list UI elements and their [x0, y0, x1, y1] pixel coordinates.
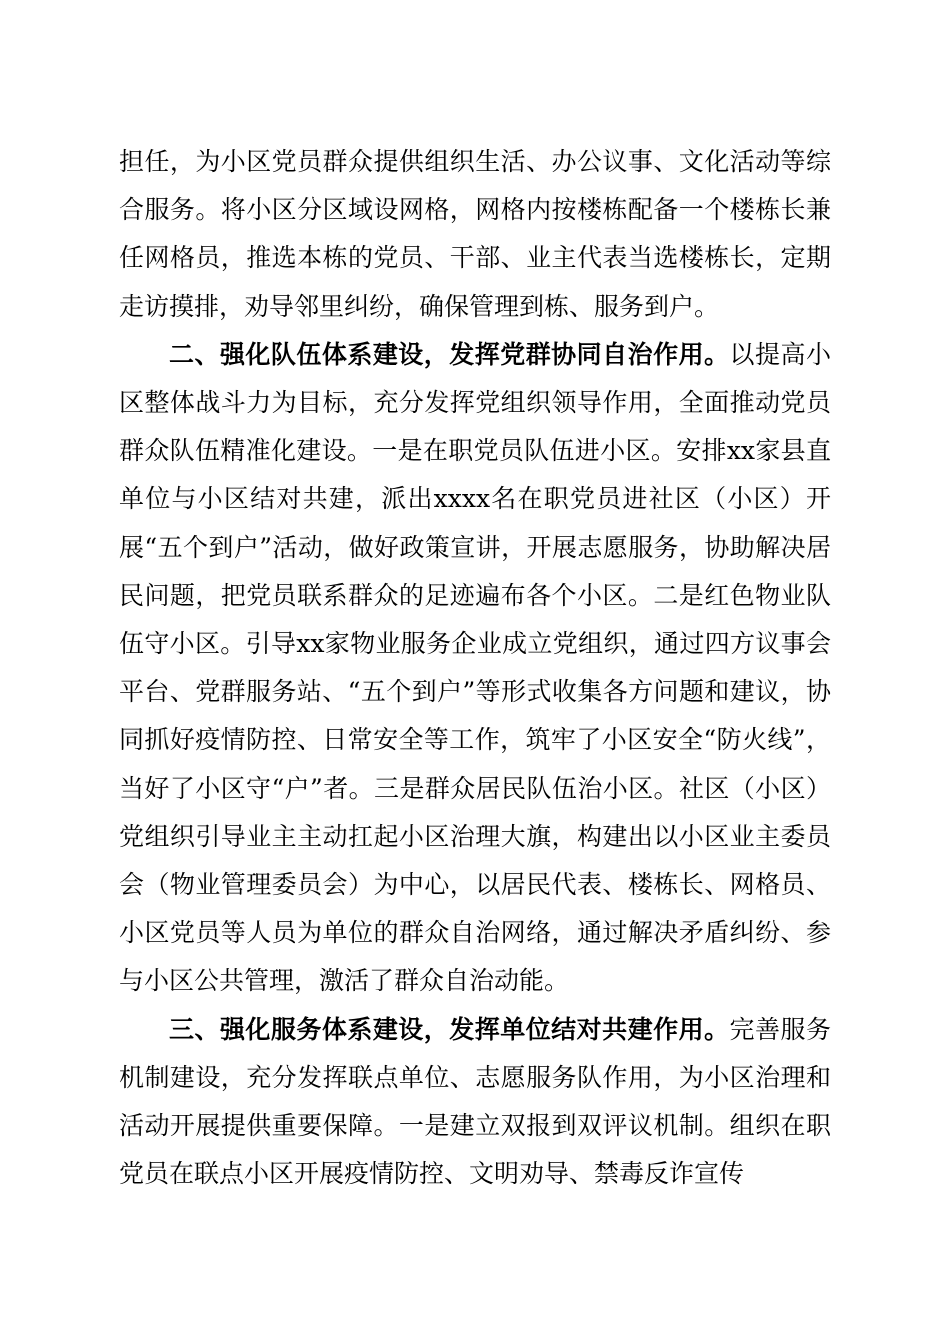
paragraph-body: 以提高小区整体战斗力为目标，充分发挥党组织领导作用，全面推动党员群众队伍精准化建设。一是在职党员队伍进小区。安排xx家县直单位与小区结对共建，派出xxxx名在职党员进社区（小区）开展“五个到户”活动，做好政策宣讲，开展志愿服务，协助解决居民问题，把党员联系群众的足迹遍布各个小区。二是红色物业队伍守小区。引导xx家物业服务企业成立党组织，通过四方议事会平台、党群服务站、“五个到户”等形式收集各方问题和建议，协同抓好疫情防控、日常安全等工作，筑牢了小区安全“防火线”，当好了小区守“户”者。三是群众居民队伍治小区。社区（小区）党组织引导业主主动扛起小区治理大旗，构建出以小区业主委员会（物业管理委员会）为中心，以居民代表、楼栋长、网格员、小区党员等人员为单位的群众自治网络，通过解决矛盾纠纷、参与小区公共管理，激活了群众自治动能。 — [119, 339, 831, 996]
paragraph-section-two — [119, 331, 831, 1006]
paragraph-body: 担任，为小区党员群众提供组织生活、办公议事、文化活动等综合服务。将小区分区域设网格，网格内按楼栋配备一个楼栋长兼任网格员，推选本栋的党员、干部、业主代表当选楼栋长，定期走访摸排，劝导邻里纠纷，确保管理到栋、服务到户。 — [119, 147, 831, 321]
paragraph-body: 完善服务机制建设，充分发挥联点单位、志愿服务队作用，为小区治理和活动开展提供重要保障。一是建立双报到双评议机制。组织在职党员在联点小区开展疫情防控、文明劝导、禁毒反诈宣传 — [119, 1014, 831, 1189]
section-heading: 三、强化服务体系建设，发挥单位结对共建作用。 — [169, 1014, 730, 1044]
paragraph-section-three — [119, 1006, 831, 1199]
section-heading: 二、强化队伍体系建设，发挥党群协同自治作用。 — [169, 339, 730, 369]
document-page — [119, 138, 831, 1198]
paragraph-continuation — [119, 138, 831, 331]
